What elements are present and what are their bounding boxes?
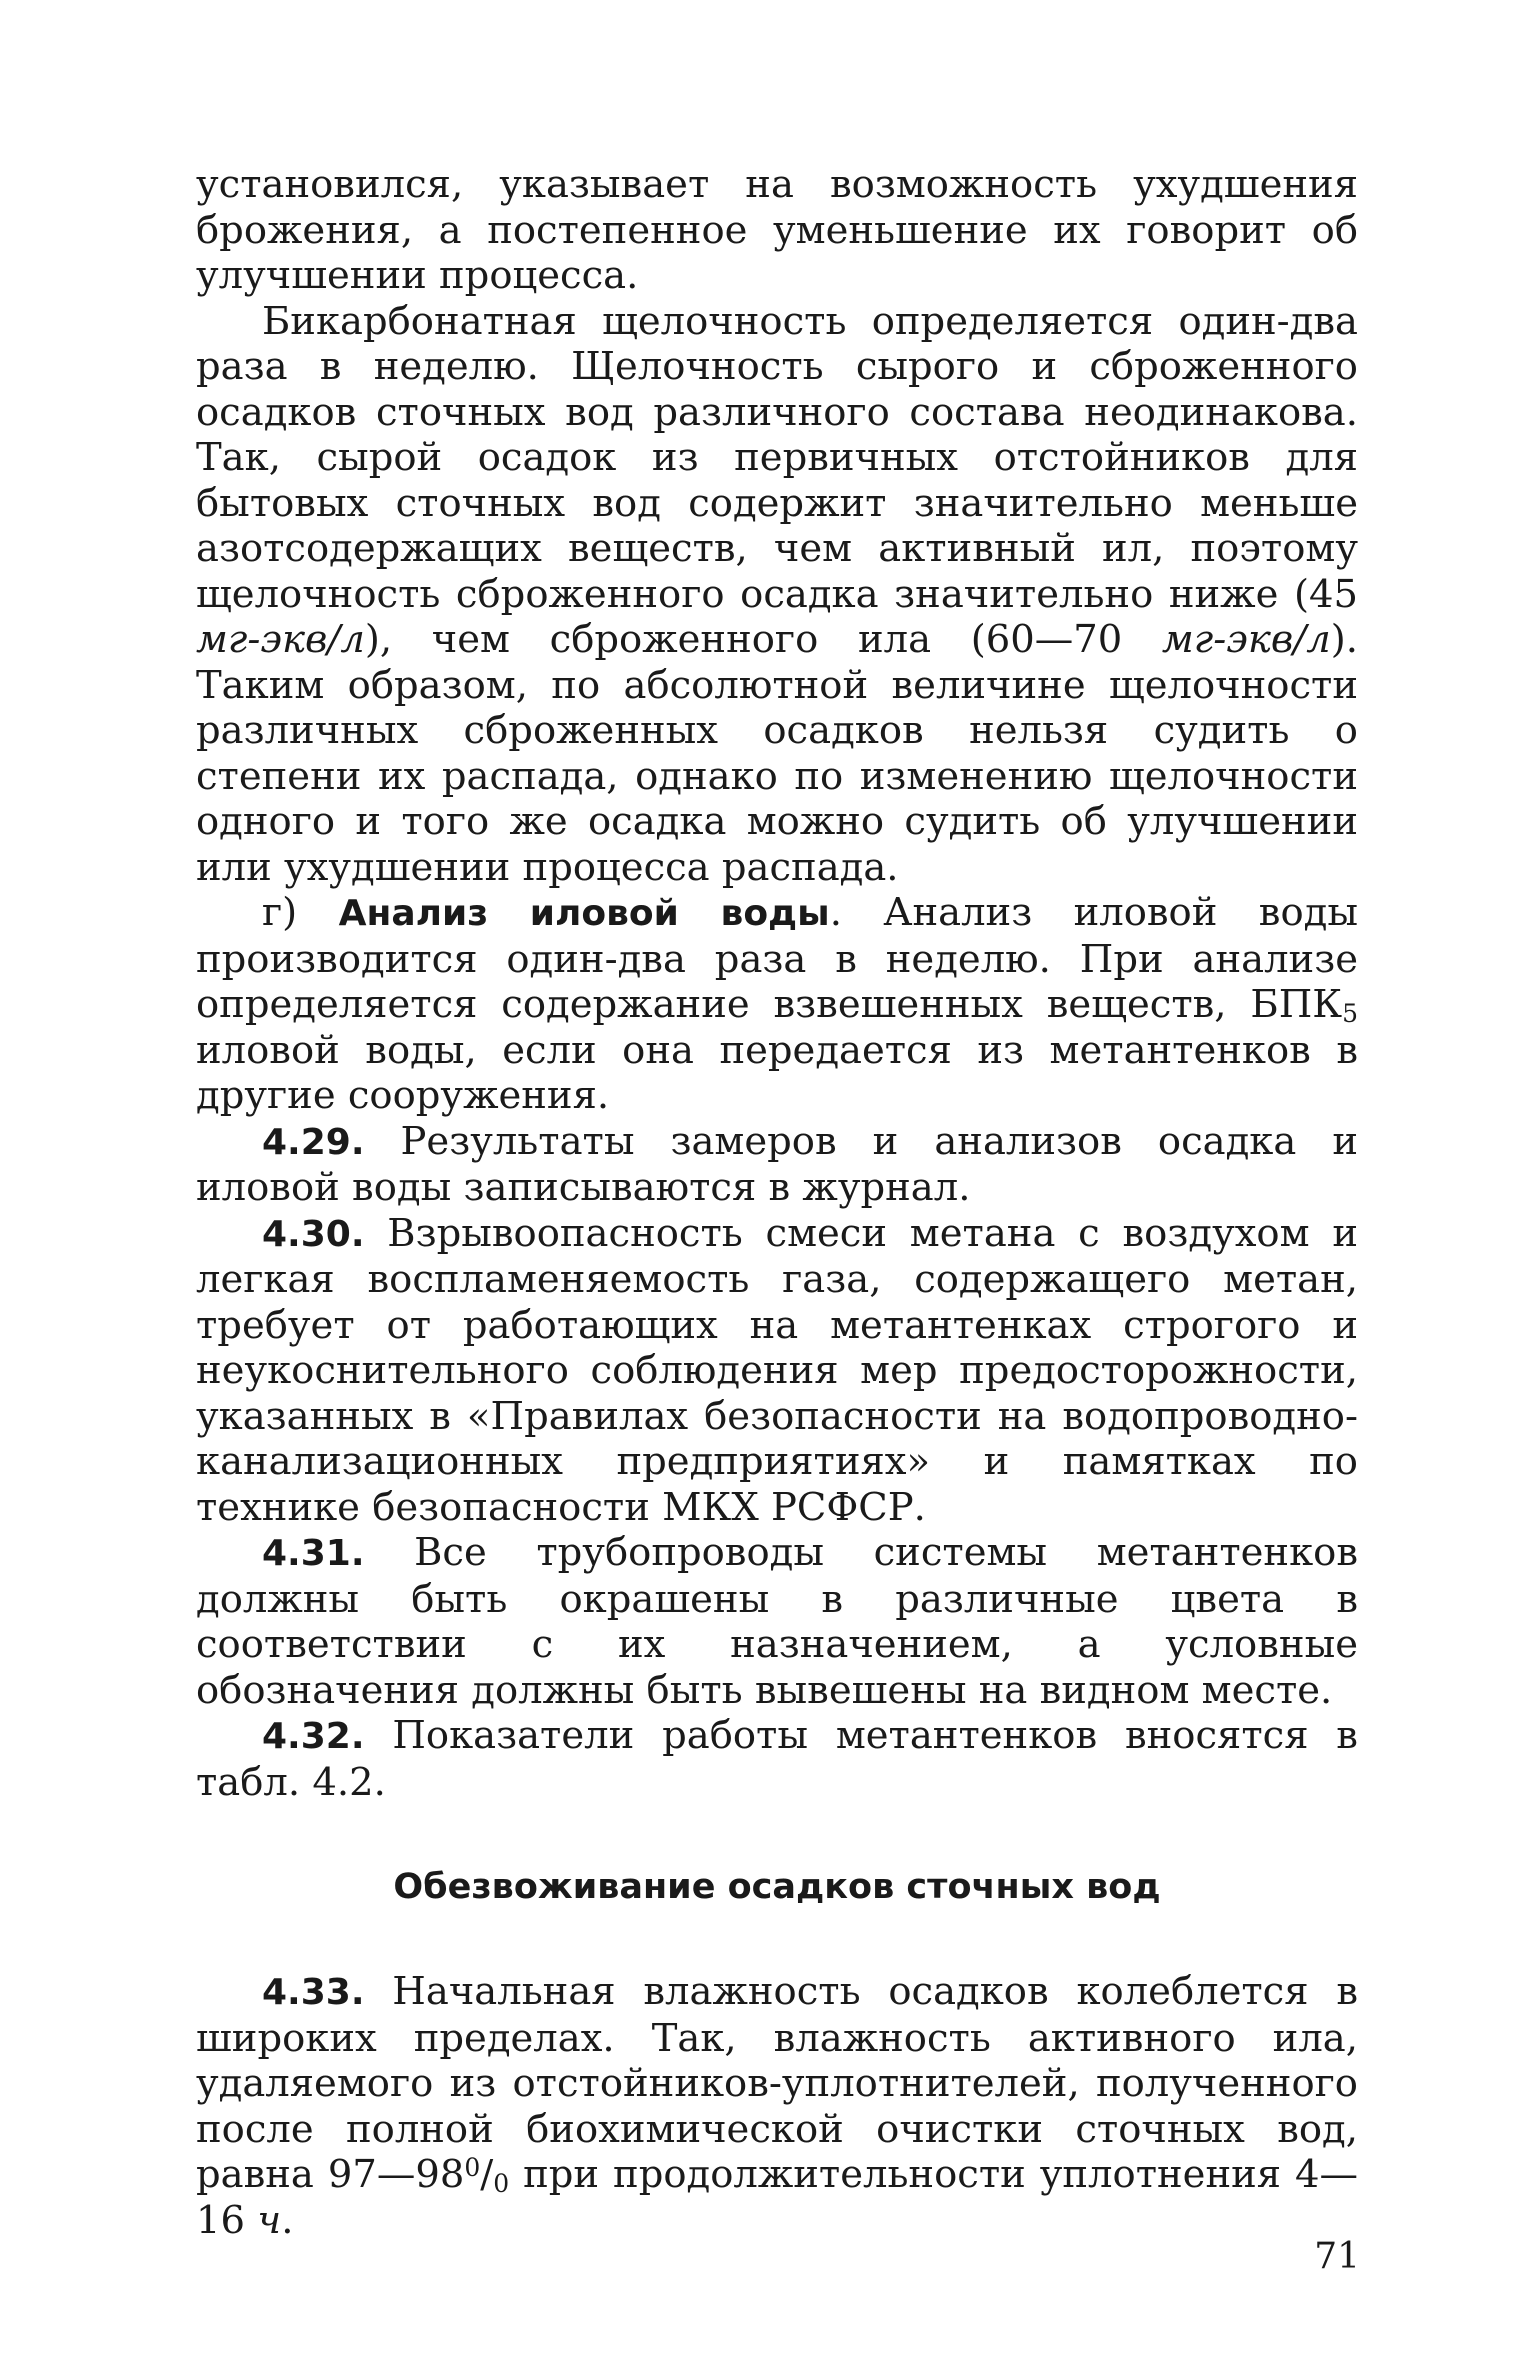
clause-number: 4.33. xyxy=(262,1972,365,2013)
unit-text: мг-экв/л xyxy=(1161,617,1331,662)
paragraph-4-30 xyxy=(196,1211,1358,1531)
paragraph-text: Показатели работы метантенков вносятся в табл. 4.2. xyxy=(196,1713,1358,1805)
paragraph-4-29 xyxy=(196,1119,1358,1211)
percent-slash: / xyxy=(480,2152,494,2197)
paragraph-text: . Анализ иловой воды производится один-два раза в неделю. При анализе определяется содержание взвешенных веществ, БПК xyxy=(196,890,1358,1027)
unit-text: ч xyxy=(257,2197,282,2243)
section-heading: Обезвоживание осадков сточных вод xyxy=(393,1867,1161,1907)
clause-number: 4.31. xyxy=(262,1533,365,1574)
item-prefix: г) xyxy=(262,890,339,935)
paragraph-text: . xyxy=(281,2197,294,2243)
paragraph-4-31 xyxy=(196,1530,1358,1713)
run-in-title: Анализ иловой воды xyxy=(338,893,830,934)
paragraph-text: установился, указывает на возможность ухудшения брожения, а постепенное уменьшение их говорит об улучшении процесса. xyxy=(196,162,1358,298)
paragraph-text: Все трубопроводы системы метантенков должны быть окрашены в различные цвета в соответствии с их назначением, а условные обозначения должны быть вывешены на видном месте. xyxy=(196,1530,1358,1713)
subscript: 0 xyxy=(493,2169,510,2198)
paragraph-text: ), чем сброженного ила (60—70 xyxy=(364,617,1162,662)
clause-number: 4.29. xyxy=(262,1121,365,1163)
paragraph-text: при продолжительности уплотнения 4—16 xyxy=(196,2152,1358,2243)
paragraph-text: Результаты замеров и анализов осадка и иловой воды записываются в журнал. xyxy=(196,1118,1358,1210)
paragraph-text: иловой воды, если она передается из метантенков в другие сооружения. xyxy=(196,1027,1358,1118)
paragraph-sludge-water xyxy=(196,890,1358,1119)
unit-text: мг-экв/л xyxy=(196,617,365,662)
paragraph-continued xyxy=(196,162,1358,299)
subscript: 5 xyxy=(1342,999,1358,1028)
paragraph-text: ). Таким образом, по абсолютной величине щелочности различных сброженных осадков нельзя судить о степени их распада, однако по изменению щелочности одного и того же осадка можно судить об улучшении или ухудшении процесса распада. xyxy=(196,617,1358,890)
page-body xyxy=(196,162,1358,2243)
paragraph-text: Взрывоопасность смеси метана с воздухом и легкая воспламеняемость газа, содержащего метан, требует от работающих на метантенках строгого и неукоснительного соблюдения мер предосторожности, указанных в «Правилах безопасности на водопроводно-канализационных предприятиях» и памятках по технике безопасности МКХ РСФСР. xyxy=(196,1210,1358,1530)
clause-number: 4.30. xyxy=(262,1213,365,1255)
paragraph-text: Бикарбонатная щелочность определяется один-два раза в неделю. Щелочность сырого и сброженного осадков сточных вод различного состава неодинакова. Так, сырой осадок из первичных отстойников для бытовых сточных вод содержит значительно меньше азотсодержащих веществ, чем активный ил, поэтому щелочность сброженного осадка значительно ниже (45 xyxy=(196,298,1358,617)
superscript: 0 xyxy=(464,2152,481,2182)
clause-number: 4.32. xyxy=(262,1716,365,1757)
paragraph-alkalinity xyxy=(196,299,1358,891)
paragraph-4-33 xyxy=(196,1969,1358,2243)
paragraph-4-32 xyxy=(196,1713,1358,1805)
paragraph-text: Начальная влажность осадков колеблется в широких пределах. Так, влажность активного ила, удаляемого из отстойников-уплотнителей, полученного после полной биохимической очистки сточных вод, равна 97—98 xyxy=(196,1969,1358,2197)
page-number: 71 xyxy=(1314,2236,1360,2277)
